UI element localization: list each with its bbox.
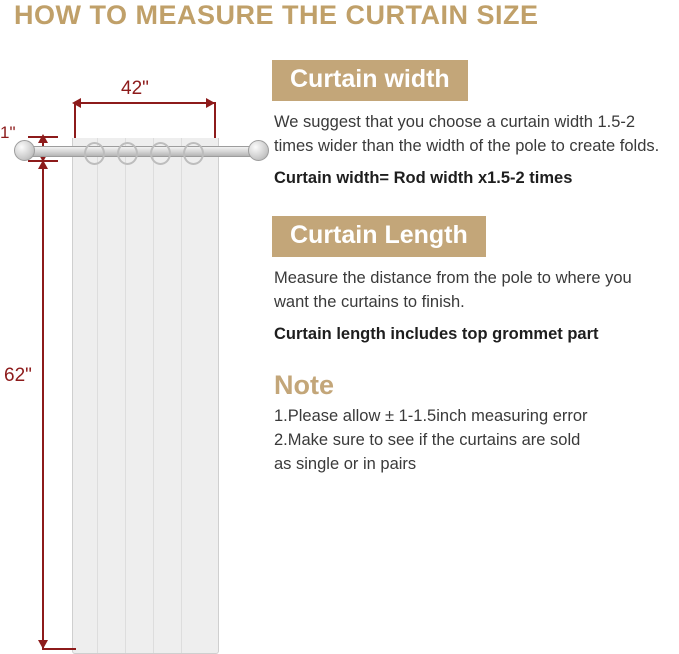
grommet-drop-arrow-up-icon [38,134,48,143]
height-dimension-line [42,164,44,648]
curtain-length-body: Measure the distance from the pole to where you want the curtains to finish. [274,268,632,311]
grommet-icon [183,142,204,165]
instructions-column [272,60,679,477]
rod-finial-right-icon [248,140,269,161]
curtain-width-heading: Curtain width [272,60,468,101]
width-value-label: 42" [121,78,149,99]
grommet-icon [84,142,105,165]
rod-finial-left-icon [14,140,35,161]
curtain-rod [22,146,262,157]
curtain-length-section [272,216,679,344]
note-line: 1.Please allow ± 1-1.5inch measuring error [274,406,588,425]
curtain-width-formula: Curtain width= Rod width x1.5-2 times [274,168,573,187]
grommet-icon [117,142,138,165]
curtain-diagram [0,60,280,626]
height-value-label: 62" [4,365,32,386]
height-extension-bottom [42,648,76,650]
page-title: HOW TO MEASURE THE CURTAIN SIZE [14,0,539,30]
width-extension-right [214,102,216,142]
grommet-icon [150,142,171,165]
note-section [272,370,679,476]
note-line: 2.Make sure to see if the curtains are sold [274,430,581,449]
curtain-panel [72,138,219,654]
curtain-width-body: We suggest that you choose a curtain width 1.5-2 times wider than the width of the pole to create folds. [274,113,660,155]
curtain-length-formula: Curtain length includes top grommet part [274,324,599,343]
curtain-length-heading: Curtain Length [272,216,486,257]
curtain-width-section [272,60,679,188]
width-extension-left [74,102,76,142]
height-arrow-up-icon [38,160,48,169]
grommet-drop-value-label: 1" [0,123,16,142]
note-line: as single or in pairs [274,455,417,474]
note-heading: Note [274,369,334,400]
width-dimension-line [76,102,214,104]
